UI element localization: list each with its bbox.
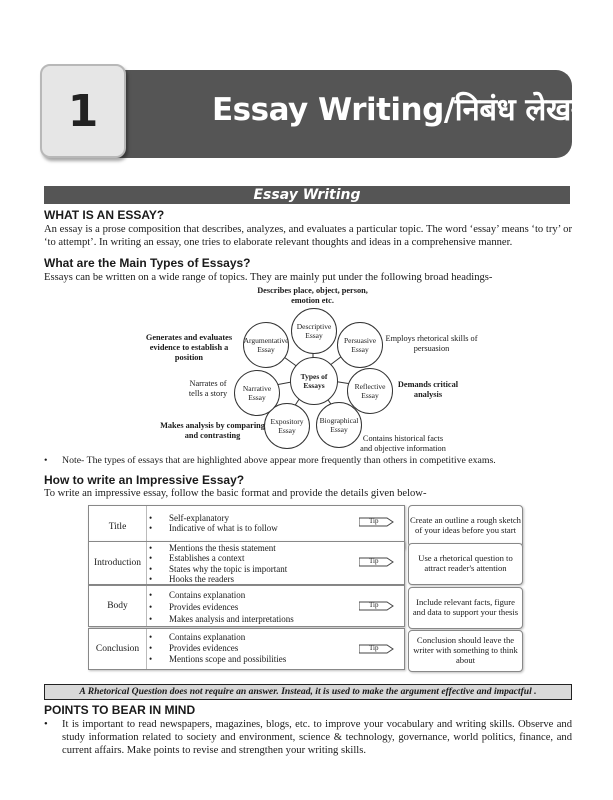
points-list — [44, 718, 572, 757]
points-heading: POINTS TO BEAR IN MIND — [44, 703, 196, 717]
tip-box-introduction: Use a rhetorical question to attract reader's attention — [408, 543, 523, 585]
tip-arrow-icon — [359, 516, 395, 528]
note-argumentative: Generates and evaluates evidence to establish a position — [145, 333, 233, 362]
node-argumentative: Argumentative Essay — [243, 322, 289, 368]
tip-arrow-icon — [359, 600, 395, 612]
tip-label: Tip — [369, 601, 379, 609]
tip-box-title: Create an outline a rough sketch of your ideas before you start — [408, 505, 523, 547]
types-heading: What are the Main Types of Essays? — [44, 256, 251, 270]
tip-box-body: Include relevant facts, figure and data to support your thesis — [408, 587, 523, 629]
section-title: Essay Writing — [44, 186, 570, 204]
row-point: • Contains explanation — [149, 589, 294, 601]
note-biographical: Contains historical facts and objective information — [360, 434, 446, 453]
row-point: • States why the topic is important — [149, 564, 287, 574]
row-point: • Provides evidences — [149, 601, 294, 613]
node-descriptive: Descriptive Essay — [291, 308, 337, 354]
node-biographical: Biographical Essay — [316, 402, 362, 448]
row-point: • Mentions the thesis statement — [149, 543, 287, 553]
row-point: • Mentions scope and possibilities — [149, 654, 286, 665]
format-row-body — [88, 585, 405, 627]
tip-label: Tip — [369, 517, 379, 525]
node-narrative: Narrative Essay — [234, 370, 280, 416]
format-row-introduction — [88, 541, 405, 585]
points-item-text: It is important to read newspapers, magazines, blogs, etc. to improve your vocabulary and writing skills. Observe and study information related to society and environment, science & technology, governance, world politics, finance, and current affairs. Make points to revise and strengthen your writing skills. — [62, 719, 572, 756]
row-point: • Establishes a context — [149, 553, 287, 563]
row-point: • Contains explanation — [149, 632, 286, 643]
node-expository: Expository Essay — [264, 403, 310, 449]
types-center-node: Types of Essays — [290, 357, 338, 405]
note-expository: Makes analysis by comparing and contrasting — [160, 421, 265, 440]
note-narrative: Narrates of tells a story — [188, 379, 228, 398]
list-item: • It is important to read newspapers, magazines, blogs, etc. to improve your vocabulary and writing skills. Observe and study information related to society and environment, science & technology, governance, world politics, finance, and current affairs. Make points to revise and strengthen your writing skills. — [44, 719, 572, 756]
note-persuasive: Employs rhetorical skills of persuasion — [385, 334, 478, 353]
row-point: • Indicative of what is to follow — [149, 523, 278, 533]
row-point: • Self-explanatory — [149, 513, 278, 523]
row-point: • Makes analysis and interpretations — [149, 613, 294, 625]
what-is-text: An essay is a prose composition that describes, analyzes, and evaluates a particular topic. The word ‘essay’ means ‘to try’ or ‘to attempt’. In writing an essay, one tries to elaborate relevant thoughts and ideas in a comprehensive manner. — [44, 224, 572, 248]
node-reflective: Reflective Essay — [347, 368, 393, 414]
tip-arrow-icon — [359, 643, 395, 655]
what-is-heading: WHAT IS AN ESSAY? — [44, 208, 165, 222]
row-name: Title — [89, 506, 147, 548]
note-descriptive: Describes place, object, person, emotion etc. — [257, 286, 368, 305]
chapter-title: Essay Writing/निबंध लेखन — [212, 92, 588, 128]
tip-label: Tip — [369, 557, 379, 565]
rhetorical-question-note: A Rhetorical Question does not require an answer. Instead, it is used to make the argument effective and impactful . — [44, 684, 572, 700]
format-row-conclusion — [88, 628, 405, 670]
row-name: Conclusion — [89, 629, 147, 669]
tip-label: Tip — [369, 644, 379, 652]
row-point: • Provides evidences — [149, 643, 286, 654]
tip-arrow-icon — [359, 556, 395, 568]
row-name: Introduction — [89, 542, 147, 584]
note-reflective: Demands critical analysis — [397, 380, 459, 399]
row-name: Body — [89, 586, 147, 626]
chapter-number: 1 — [67, 85, 99, 137]
tip-box-conclusion: Conclusion should leave the writer with something to think about — [408, 630, 523, 672]
types-note: • Note- The types of essays that are highlighted above appear more frequently than others in competitive exams. — [44, 455, 496, 466]
how-to-heading: How to write an Impressive Essay? — [44, 473, 245, 487]
how-to-intro: To write an impressive essay, follow the basic format and provide the details given below- — [44, 488, 427, 499]
node-persuasive: Persuasive Essay — [337, 322, 383, 368]
types-intro: Essays can be written on a wide range of topics. They are mainly put under the following broad headings- — [44, 272, 493, 283]
types-note-text: Note- The types of essays that are highlighted above appear more frequently than others in competitive exams. — [62, 455, 496, 466]
row-point: • Hooks the readers — [149, 574, 287, 584]
